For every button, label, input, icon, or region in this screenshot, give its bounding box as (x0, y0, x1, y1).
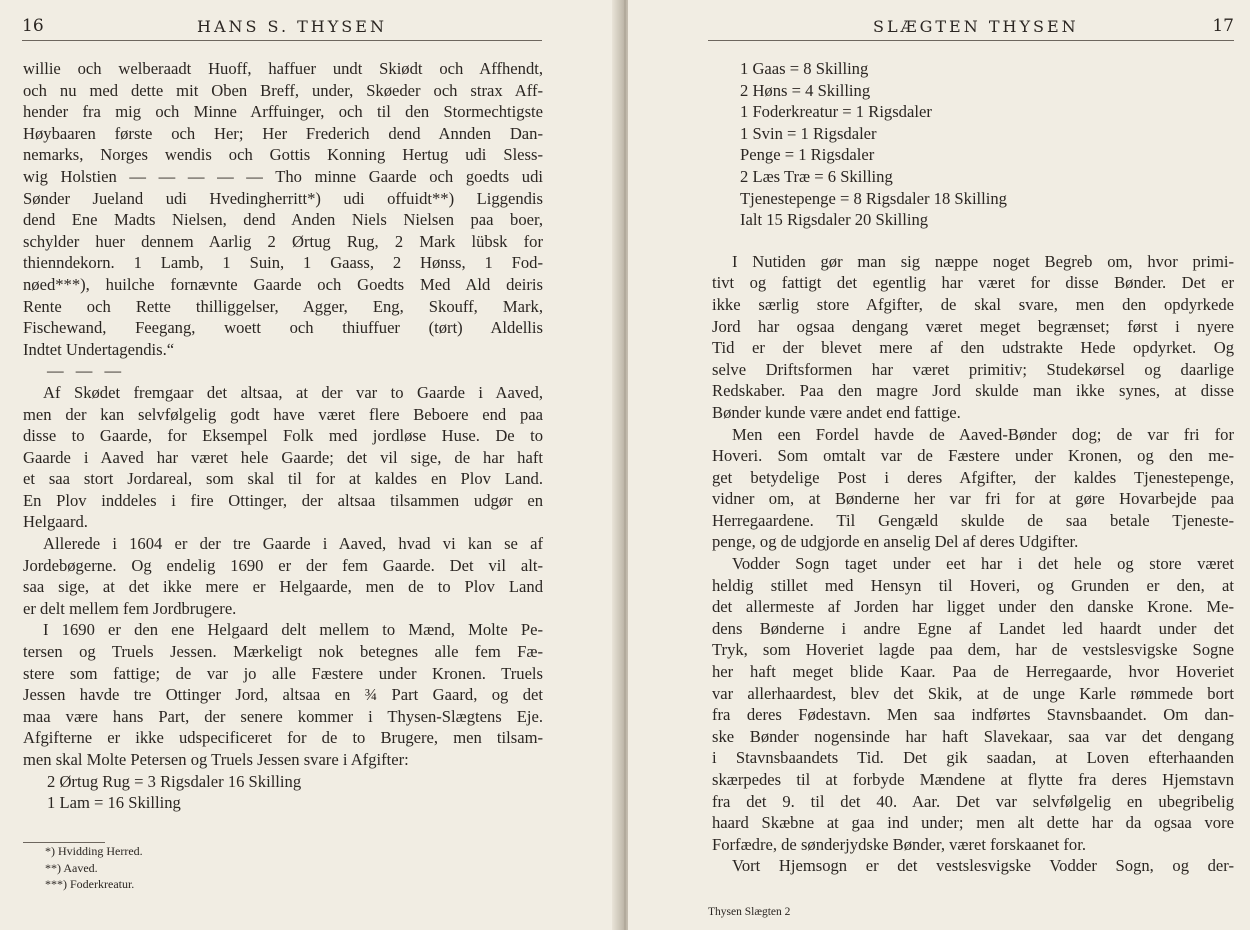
running-head-left: HANS S. THYSEN (197, 17, 387, 36)
text-line: Bønder kunde være andet end fattige. (712, 402, 961, 422)
left-page-body (23, 58, 543, 814)
deed-quote (23, 58, 543, 360)
text-line: Sønder Jueland udi Hvedingherritt*) udi offuidt**) Liggendis (23, 188, 543, 208)
text-line: Vort Hjemsogn er det vestslesvigske Vodder Sogn, og der- (732, 856, 1234, 876)
text-line: willie och welberaadt Huoff, haffuer undt Skiødt och Affhendt, (23, 59, 543, 78)
paragraph (23, 619, 543, 770)
text-line: Tid er der blevet mere af den udstrakte Hede opdyrket. Og (712, 338, 1234, 358)
text-line: nemarks, Norges wendis och Gottis Konning Hertug udi Sless- (23, 145, 543, 165)
fee-item: 1 Gaas = 8 Skilling (740, 59, 869, 78)
fee-item: 1 Foderkreatur = 1 Rigsdaler (740, 102, 932, 122)
text-line: heldig stillet med Hensyn til Hoveri, og Grunden er den, at (712, 575, 1234, 595)
paragraph (712, 424, 1234, 554)
text-line: her haft meget blide Kaar. Paa de Herregaarde, hvor Hoveriet (712, 662, 1234, 682)
text-line: och nu med dette mit Oben Breff, under, Skøeder och strax Aff- (23, 80, 543, 100)
text-line: Gaarde i Aaved har været hele Gaarde; det vil sige, de har haft (23, 447, 543, 467)
text-line: fra det 9. til det 40. Aar. Det var selvfølgelig en ubegribelig (712, 791, 1234, 811)
text-line: er delt mellem fem Jordbrugere. (23, 598, 237, 618)
right-page (628, 0, 1250, 930)
running-head-right: SLÆGTEN THYSEN (873, 17, 1079, 36)
text-line: En Plov inddeles i fire Ottinger, der altsaa tilsammen udgør en (23, 490, 543, 510)
text-line: Jord har ogsaa dengang været meget begrænset; først i nyere (712, 316, 1234, 336)
text-line: dens Bønderne i andre Egne af Landet led haardt under det (712, 618, 1234, 638)
text-line: Jessen havde tre Ottinger Jord, altsaa en ¾ Part Gaard, og det (23, 685, 543, 705)
text-line: Helgaard. (23, 512, 88, 532)
text-line: Herregaardene. Til Gengæld skulde de saa betale Tjeneste- (712, 510, 1234, 530)
fee-item: 2 Høns = 4 Skilling (740, 80, 871, 100)
text-line: haard Skæbne at gaa ind under; men alt dette har da ogsaa vore (712, 813, 1234, 833)
text-line: ikke særlig store Afgifter, de skal svare, men den opdyrkede (712, 294, 1234, 314)
text-line: vidner om, at Bønderne her var fri for at gøre Hovarbejde paa (712, 489, 1234, 509)
paragraph (712, 251, 1234, 424)
paragraph (23, 533, 543, 619)
paragraph (712, 553, 1234, 855)
text-line: I Nutiden gør man sig næppe noget Begreb om, hvor primi- (732, 251, 1234, 271)
text-line: Men een Fordel havde de Aaved-Bønder dog; de var fri for (732, 424, 1234, 444)
text-line: tivt og fattigt det egentlig har været for disse Bønder. Det er (712, 273, 1234, 293)
text-line: Hoveri. Som omtalt var de Fæstere under Kronen, og den me- (712, 446, 1234, 466)
text-line: var allerhaardest, blev det Skik, at de unge Karle rømmede bort (712, 683, 1234, 703)
spacer (712, 231, 1234, 251)
text-line: Indtet Undertagendis.“ (23, 339, 175, 359)
text-line: schylder huer dennem Aarlig 2 Ørtug Rug, 2 Mark lübsk for (23, 231, 543, 251)
text-line: Af Skødet fremgaar det altsaa, at der var to Gaarde i Aaved, (43, 382, 543, 402)
text-line: Høybaaren første och Her; Her Frederich dend Annden Dan- (23, 123, 543, 143)
text-line: I 1690 er den ene Helgaard delt mellem to Mænd, Molte Pe- (43, 620, 543, 640)
text-line: fra deres Fødestavn. Men saa indførtes Stavnsbaandet. Om dan- (712, 705, 1234, 725)
text-line: dend Ene Madts Nielsen, dend Anden Niels Nielsen paa boer, (23, 210, 543, 230)
left-page (0, 0, 622, 930)
text-line: Rente och Rette thilliggelser, Agger, Eng, Skouff, Mark, (23, 296, 543, 316)
right-page-header (708, 14, 1234, 41)
left-page-header (22, 14, 542, 41)
fee-item: 1 Lam = 16 Skilling (47, 793, 181, 813)
text-line: nøed***), huilche fornævnte Gaarde och Goedts Med Ald deiris (23, 274, 543, 294)
text-line: det allermeste af Jorden har ligget under den danske Krone. Me- (712, 597, 1234, 617)
text-line: i Stavnsbaandets Tid. Det gik saadan, at Loven efterhaanden (712, 748, 1234, 768)
paragraph (23, 382, 543, 533)
text-line: skærpedes til at forbyde Mændene at flytte fra deres Hjemstavn (712, 770, 1234, 789)
fee-item: 2 Ørtug Rug = 3 Rigsdaler 16 Skilling (47, 771, 302, 791)
fee-item: Tjenestepenge = 8 Rigsdaler 18 Skilling (740, 188, 1007, 208)
fee-item: 1 Svin = 1 Rigsdaler (740, 123, 877, 143)
printer-signature: Thysen Slægten 2 (708, 906, 791, 918)
text-line: Jordebøgerne. Og endelig 1690 er der fem Gaarde. Det vil alt- (23, 555, 543, 575)
text-line: et saa stort Jordareal, som skal til for at kaldes en Plov Land. (23, 469, 543, 489)
paragraph (712, 855, 1234, 877)
page-number-right: 17 (1212, 16, 1234, 36)
text-line: wig Holstien — — — — — Tho minne Gaarde och goedts udi (23, 166, 543, 186)
text-line: saa sige, at det ikke mere er Helgaarde, men de to Plov Land (23, 577, 543, 597)
footnote: ***) Foderkreatur. (45, 877, 135, 891)
text-line: Fischewand, Feegang, woett och thiuffuer (tørt) Aldellis (23, 318, 543, 338)
text-line: thienndekorn. 1 Lamb, 1 Suin, 1 Gaass, 2 Hønss, 1 Fod- (23, 253, 543, 273)
text-line: selve Driftsformen har været primitiv; Studekørsel og daarlige (712, 359, 1234, 379)
text-line: men skal Molte Petersen og Truels Jessen svare i Afgifter: (23, 750, 409, 769)
text-line: penge, og de udgjorde en anselig Del af deres Udgifter. (712, 532, 1079, 552)
text-line: stere som fattige; de var jo alle Fæstere under Kronen. Truels (23, 663, 543, 683)
text-line: tersen og Truels Jessen. Mærkeligt nok betegnes alle fem Fæ- (23, 642, 543, 662)
fee-item: Penge = 1 Rigsdaler (740, 145, 875, 165)
text-line: ske Bønder nogensinde har haft Slavekaar, saa var det dengang (712, 726, 1234, 746)
footnote: *) Hvidding Herred. (45, 844, 143, 858)
text-line: Afgifterne er ikke udspecificeret for de to Brugere, men tilsam- (23, 728, 543, 748)
fee-item: 2 Læs Træ = 6 Skilling (740, 166, 893, 186)
text-line: get betydelige Post i deres Afgifter, der kaldes Tjenestepenge, (712, 467, 1234, 487)
fee-list (23, 771, 543, 814)
text-line: Forfædre, de sønderjydske Bønder, været forskaanet for. (712, 834, 1086, 854)
text-line: men der kan selvfølgelig godt have været flere Beboere end paa (23, 404, 543, 424)
fee-list (712, 58, 1234, 231)
page-number-left: 16 (22, 16, 44, 36)
text-line: maa være hans Part, der senere kommer i Thysen-Slægtens Eje. (23, 706, 543, 726)
text-line: Allerede i 1604 er der tre Gaarde i Aaved, hvad vi kan se af (43, 534, 543, 554)
text-line: disse to Gaarde, for Eksempel Folk med jordløse Huse. De to (23, 426, 543, 446)
section-separator: — — — (47, 361, 126, 381)
right-page-body (712, 58, 1234, 877)
text-line: Redskaber. Paa den magre Jord skulde man ikke synes, at disse (712, 381, 1234, 401)
text-line: hender fra mig och Minne Arffuinger, och til den Stormechtigste (23, 102, 543, 122)
fee-item: Ialt 15 Rigsdaler 20 Skilling (740, 210, 929, 230)
text-line: Vodder Sogn taget under eet har i det hele og store været (732, 554, 1234, 574)
text-line: Tryk, som Hoveriet lagde paa dem, har de vestslesvigske Sogne (712, 640, 1234, 660)
footnotes (45, 843, 143, 893)
footnote: **) Aaved. (45, 860, 98, 875)
